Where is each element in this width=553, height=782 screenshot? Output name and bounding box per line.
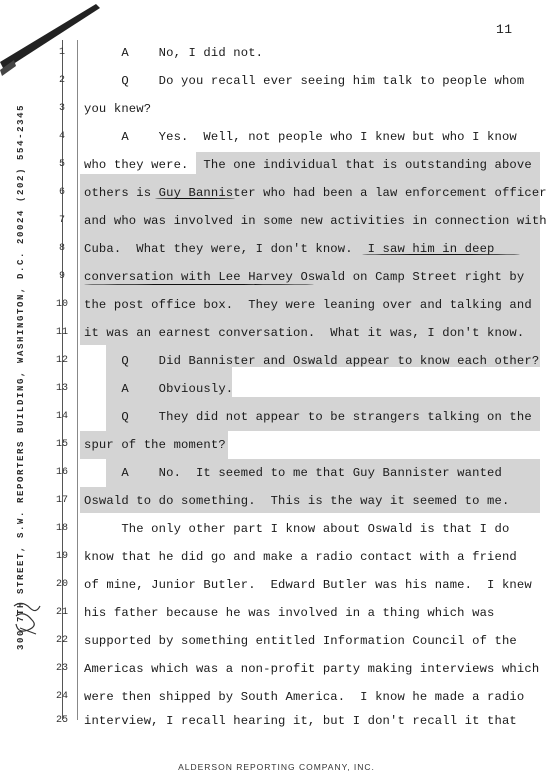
line-number: 7 [58,215,65,226]
line-number: 22 [55,635,68,646]
transcript-line: were then shipped by South America. I know he made a radio [84,690,525,704]
line-number: 8 [58,243,65,254]
transcript-line: A No. It seemed to me that Guy Bannister wanted [84,466,502,480]
transcript-line: A Yes. Well, not people who I knew but who I know [84,130,517,144]
line-number: 10 [55,299,68,310]
line-number: 20 [55,579,68,590]
handwritten-underline [155,198,235,199]
line-number: 19 [55,551,68,562]
transcript-line: supported by something entitled Information Council of the [84,634,517,648]
handwritten-mark-icon [10,598,44,638]
transcript-line: Q Do you recall ever seeing him talk to people whom [84,74,525,88]
line-number: 24 [55,691,68,702]
transcript-line: interview, I recall hearing it, but I don't recall it that [84,714,517,728]
transcript-line: Q Did Bannister and Oswald appear to know each other? [84,354,540,368]
transcript-line: The only other part I know about Oswald is that I do [84,522,510,536]
line-number: 6 [58,187,65,198]
transcript-line: Cuba. What they were, I don't know. I saw him in deep [84,242,495,256]
transcript-line: A No, I did not. [84,46,264,60]
handwritten-underline [84,284,314,285]
margin-rule [62,40,63,720]
line-number: 12 [55,355,68,366]
line-number: 13 [55,383,68,394]
reporter-address-sidebar [16,103,38,650]
transcript-line: it was an earnest conversation. What it was, I don't know. [84,326,525,340]
page-number: 11 [496,22,513,37]
transcript-line: others is Guy Bannister who had been a law enforcement officer [84,186,547,200]
line-number: 11 [55,327,68,338]
line-number: 5 [58,159,65,170]
line-number: 25 [55,715,68,726]
margin-rule [77,40,78,720]
line-number: 16 [55,467,68,478]
line-number: 18 [55,523,68,534]
line-number: 23 [55,663,68,674]
reporting-company-footer: ALDERSON REPORTING COMPANY, INC. [178,762,375,772]
transcript-line: his father because he was involved in a thing which was [84,606,495,620]
line-number: 4 [58,131,65,142]
line-number: 3 [58,103,65,114]
transcript-line: Q They did not appear to be strangers talking on the [84,410,532,424]
line-number: 1 [58,47,65,58]
line-number: 17 [55,495,68,506]
transcript-line: you knew? [84,102,152,116]
transcript-line: the post office box. They were leaning over and talking and [84,298,532,312]
transcript-line: Americas which was a non-profit party making interviews which [84,662,540,676]
staple-mark-icon [0,0,110,80]
line-number: 14 [55,411,68,422]
line-number: 2 [58,75,65,86]
transcript-line: spur of the moment? [84,438,226,452]
transcript-line: A Obviously. [84,382,234,396]
transcript-line: and who was involved in some new activities in connection with [84,214,547,228]
line-number: 21 [55,607,68,618]
transcript-line: of mine, Junior Butler. Edward Butler was his name. I knew [84,578,532,592]
transcript-line: know that he did go and make a radio contact with a friend [84,550,517,564]
line-number: 9 [58,271,65,282]
transcript-line: who they were. The one individual that is outstanding above [84,158,532,172]
transcript-line: conversation with Lee Harvey Oswald on Camp Street right by [84,270,525,284]
transcript-line: Oswald to do something. This is the way it seemed to me. [84,494,510,508]
line-number: 15 [55,439,68,450]
sidebar-text: 300 7TH STREET, S.W. REPORTERS BUILDING, WASHINGTON, D.C. 20024 (202) 554-2345 [16,103,26,650]
